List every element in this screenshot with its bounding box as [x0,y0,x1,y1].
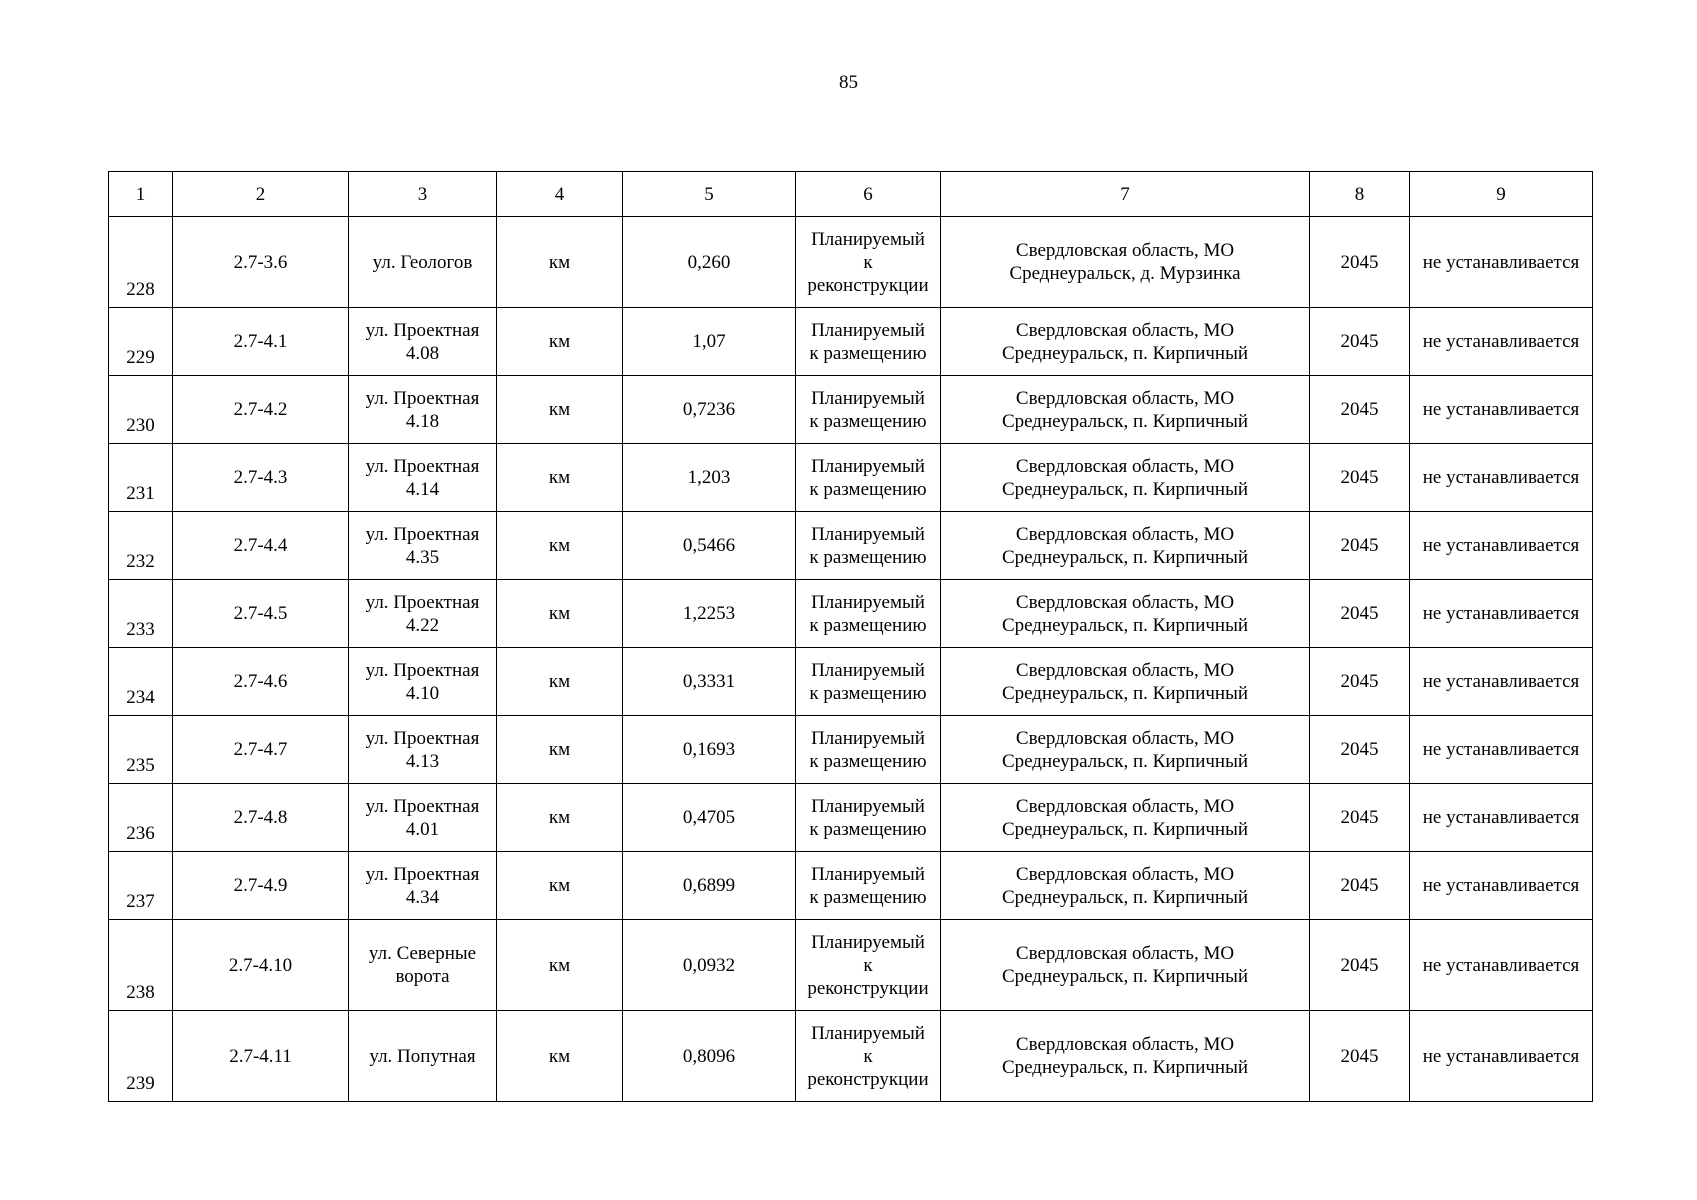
zone: не устанавливается [1410,308,1593,376]
zone: не устанавливается [1410,784,1593,852]
object-name: ул. Проектная 4.01 [349,784,497,852]
object-name: ул. Геологов [349,217,497,308]
location: Свердловская область, МО Среднеуральск, п. Кирпичный [941,716,1310,784]
unit: км [497,580,623,648]
location: Свердловская область, МО Среднеуральск, д. Мурзинка [941,217,1310,308]
status: Планируемый к размещению [796,852,941,920]
year: 2045 [1310,920,1410,1011]
location: Свердловская область, МО Среднеуральск, п. Кирпичный [941,852,1310,920]
length-value: 0,4705 [623,784,796,852]
length-value: 0,8096 [623,1011,796,1102]
year: 2045 [1310,648,1410,716]
length-value: 1,2253 [623,580,796,648]
column-header: 9 [1410,172,1593,217]
unit: км [497,308,623,376]
location: Свердловская область, МО Среднеуральск, п. Кирпичный [941,920,1310,1011]
object-code: 2.7-4.3 [173,444,349,512]
row-number: 235 [109,716,173,784]
table-row [109,308,1593,376]
row-number: 229 [109,308,173,376]
unit: км [497,376,623,444]
object-name: ул. Проектная 4.08 [349,308,497,376]
location: Свердловская область, МО Среднеуральск, п. Кирпичный [941,512,1310,580]
column-header: 1 [109,172,173,217]
zone: не устанавливается [1410,444,1593,512]
unit: км [497,920,623,1011]
table-row [109,784,1593,852]
length-value: 0,1693 [623,716,796,784]
table-row [109,852,1593,920]
length-value: 0,5466 [623,512,796,580]
year: 2045 [1310,852,1410,920]
year: 2045 [1310,716,1410,784]
object-code: 2.7-4.10 [173,920,349,1011]
table-row [109,920,1593,1011]
length-value: 1,203 [623,444,796,512]
object-code: 2.7-4.5 [173,580,349,648]
location: Свердловская область, МО Среднеуральск, п. Кирпичный [941,376,1310,444]
column-header: 7 [941,172,1310,217]
length-value: 0,260 [623,217,796,308]
table-row [109,1011,1593,1102]
status: Планируемый к размещению [796,716,941,784]
page-number: 85 [839,72,858,93]
object-code: 2.7-4.4 [173,512,349,580]
table-row [109,580,1593,648]
zone: не устанавливается [1410,217,1593,308]
table-row [109,376,1593,444]
length-value: 0,6899 [623,852,796,920]
object-name: ул. Проектная 4.14 [349,444,497,512]
table-header-row [109,172,1593,217]
location: Свердловская область, МО Среднеуральск, п. Кирпичный [941,784,1310,852]
object-name: ул. Проектная 4.34 [349,852,497,920]
column-header: 6 [796,172,941,217]
row-number: 231 [109,444,173,512]
table-row [109,444,1593,512]
status: Планируемый к размещению [796,580,941,648]
row-number: 230 [109,376,173,444]
zone: не устанавливается [1410,716,1593,784]
length-value: 0,0932 [623,920,796,1011]
object-name: ул. Проектная 4.18 [349,376,497,444]
length-value: 1,07 [623,308,796,376]
row-number: 237 [109,852,173,920]
object-name: ул. Проектная 4.10 [349,648,497,716]
row-number: 239 [109,1011,173,1102]
location: Свердловская область, МО Среднеуральск, п. Кирпичный [941,648,1310,716]
row-number: 228 [109,217,173,308]
row-number: 232 [109,512,173,580]
status: Планируемый к размещению [796,444,941,512]
column-header: 3 [349,172,497,217]
unit: км [497,217,623,308]
status: Планируемый к размещению [796,784,941,852]
object-name: ул. Попутная [349,1011,497,1102]
object-name: ул. Проектная 4.35 [349,512,497,580]
unit: км [497,784,623,852]
location: Свердловская область, МО Среднеуральск, п. Кирпичный [941,580,1310,648]
object-name: ул. Проектная 4.13 [349,716,497,784]
year: 2045 [1310,308,1410,376]
year: 2045 [1310,784,1410,852]
zone: не устанавливается [1410,580,1593,648]
year: 2045 [1310,580,1410,648]
zone: не устанавливается [1410,852,1593,920]
unit: км [497,716,623,784]
unit: км [497,512,623,580]
object-code: 2.7-4.11 [173,1011,349,1102]
column-header: 4 [497,172,623,217]
object-code: 2.7-4.8 [173,784,349,852]
unit: км [497,852,623,920]
object-name: ул. Проектная 4.22 [349,580,497,648]
year: 2045 [1310,217,1410,308]
unit: км [497,1011,623,1102]
column-header: 8 [1310,172,1410,217]
length-value: 0,3331 [623,648,796,716]
status: Планируемый к реконструкции [796,217,941,308]
status: Планируемый к размещению [796,376,941,444]
object-code: 2.7-4.7 [173,716,349,784]
zone: не устанавливается [1410,512,1593,580]
table-row [109,217,1593,308]
object-code: 2.7-3.6 [173,217,349,308]
location: Свердловская область, МО Среднеуральск, п. Кирпичный [941,1011,1310,1102]
location: Свердловская область, МО Среднеуральск, п. Кирпичный [941,444,1310,512]
status: Планируемый к размещению [796,308,941,376]
object-code: 2.7-4.1 [173,308,349,376]
year: 2045 [1310,1011,1410,1102]
year: 2045 [1310,512,1410,580]
table-row [109,648,1593,716]
zone: не устанавливается [1410,648,1593,716]
data-table [108,171,1593,1102]
table-row [109,716,1593,784]
status: Планируемый к размещению [796,648,941,716]
table-row [109,512,1593,580]
length-value: 0,7236 [623,376,796,444]
zone: не устанавливается [1410,1011,1593,1102]
row-number: 236 [109,784,173,852]
year: 2045 [1310,376,1410,444]
status: Планируемый к реконструкции [796,1011,941,1102]
zone: не устанавливается [1410,920,1593,1011]
object-code: 2.7-4.9 [173,852,349,920]
object-code: 2.7-4.2 [173,376,349,444]
row-number: 238 [109,920,173,1011]
row-number: 233 [109,580,173,648]
unit: км [497,444,623,512]
column-header: 5 [623,172,796,217]
row-number: 234 [109,648,173,716]
zone: не устанавливается [1410,376,1593,444]
object-name: ул. Северные ворота [349,920,497,1011]
status: Планируемый к размещению [796,512,941,580]
object-code: 2.7-4.6 [173,648,349,716]
location: Свердловская область, МО Среднеуральск, п. Кирпичный [941,308,1310,376]
unit: км [497,648,623,716]
status: Планируемый к реконструкции [796,920,941,1011]
column-header: 2 [173,172,349,217]
year: 2045 [1310,444,1410,512]
